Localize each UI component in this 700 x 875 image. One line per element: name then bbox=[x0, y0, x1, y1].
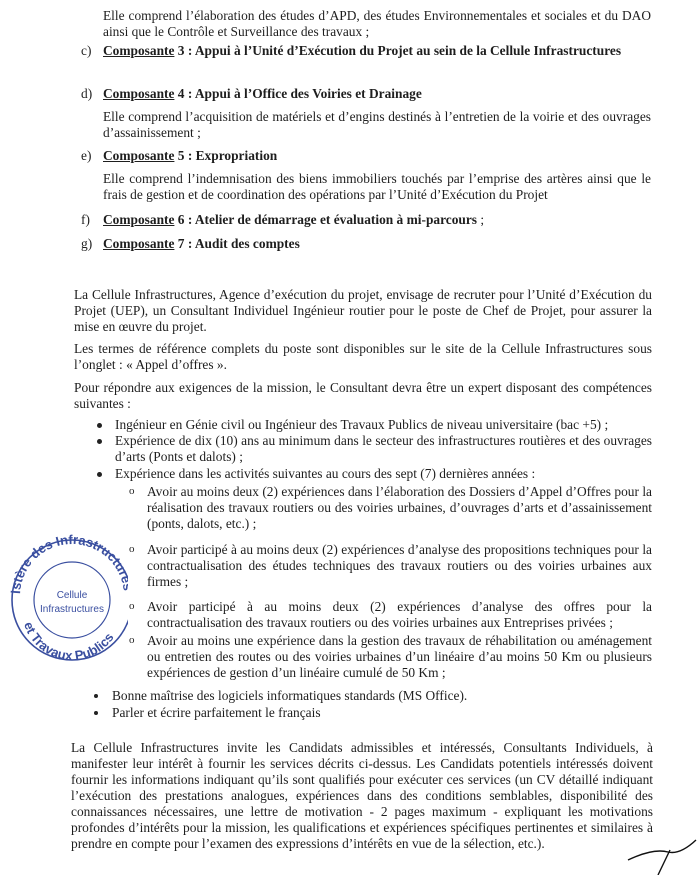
closing-paragraph: La Cellule Infrastructures invite les Candidats admissibles et intéressés, Consultants Individuels, à manifester leur intérêt à fournir les services décrits ci-dessus. Les Candidats potentiels intéressés doivent fournir les informations indiquant qu’ils sont qualifiés pour exécuter ces services (un CV détaillé indiquant l’exécution des prestations analogues, expériences dans des conditions semblables, disponibilité des connaissances nécessaires, une lettre de motivation - 2 pages maximum - expliquant les motivations profondes d’intérêts pour la mission, les qualifications et expériences spécifiques pertinentes et similaires à prendre en compte pour l’examen des expressions d’intérêts en vue de la sélection, etc.). bbox=[71, 740, 653, 851]
component-f-title bbox=[103, 212, 651, 228]
paragraph-recruitment: La Cellule Infrastructures, Agence d’exécution du projet, envisage de recruter pour l’Unité d’Exécution du Projet (UEP), un Consultant Individuel Ingénieur routier pour le poste de Chef de Projet, pour assurer la mise en œuvre du projet. bbox=[74, 287, 652, 334]
component-label: Composante bbox=[103, 86, 175, 101]
stamp-bottom-text: et Travaux Publics bbox=[21, 619, 117, 664]
bullet-icon bbox=[94, 694, 98, 698]
circle-bullet-icon: o bbox=[129, 600, 135, 612]
component-number: 5 : bbox=[174, 148, 196, 163]
svg-text:et Travaux Publics bbox=[21, 620, 117, 663]
intro-paragraph: Elle comprend l’élaboration des études d’APD, des études Environnementales et sociales et du DAO ainsi que le Contrôle et Surveillance des travaux ; bbox=[103, 8, 651, 39]
component-f-letter: f) bbox=[81, 212, 90, 227]
component-d-description: Elle comprend l’acquisition de matériels et d’engins destinés à l’entretien de la voirie et des ouvrages d’assainissement ; bbox=[103, 109, 651, 140]
bullet-icon bbox=[97, 472, 102, 477]
stamp-center-line2: Infrastructures bbox=[40, 604, 104, 615]
experience-item: Avoir au moins une expérience dans la gestion des travaux de réhabilitation ou aménagement ou entretien des routes ou des voiries urbaines d’un linéaire d’au moins 50 Km ou plusieurs expériences de gestion d’un linéaire cumulé de 50 Km ; bbox=[147, 633, 652, 680]
component-e-title bbox=[103, 148, 651, 164]
experience-item: Avoir au moins deux (2) expériences dans l’élaboration des Dossiers d’Appel d’Offres pour la réalisation des travaux routiers ou des voiries urbaines, d’ouvrages d’arts et d’assainissement (ponts, dalots, etc.) ; bbox=[147, 484, 652, 531]
component-label: Composante bbox=[103, 148, 175, 163]
official-stamp bbox=[6, 518, 128, 668]
skill-item: Parler et écrire parfaitement le français bbox=[112, 705, 321, 720]
component-c-letter: c) bbox=[81, 43, 92, 58]
requirement-item: Expérience de dix (10) ans au minimum dans le secteur des infrastructures routières et des ouvrages d’arts (Ponts et dalots) ; bbox=[115, 433, 652, 464]
paragraph-requirements: Pour répondre aux exigences de la mission, le Consultant devra être un expert disposant des compétences suivantes : bbox=[74, 380, 652, 411]
component-c-title bbox=[103, 43, 651, 59]
requirement-item: Expérience dans les activités suivantes au cours des sept (7) dernières années : bbox=[115, 466, 536, 481]
component-d-title bbox=[103, 86, 651, 102]
component-e-description: Elle comprend l’indemnisation des biens immobiliers touchés par l’emprise des artères ainsi que le frais de gestion et de coordination des opérations par l’Unité d’Exécution du Projet bbox=[103, 171, 651, 202]
component-number: 4 : bbox=[174, 86, 195, 101]
component-tail: ; bbox=[477, 212, 485, 227]
requirement-item: Ingénieur en Génie civil ou Ingénieur des Travaux Publics de niveau universitaire (bac +5) ; bbox=[115, 417, 609, 432]
component-name: Audit des comptes bbox=[194, 236, 300, 251]
component-d-letter: d) bbox=[81, 86, 93, 101]
component-name: Appui à l’Office des Voiries et Drainage bbox=[194, 86, 422, 101]
skill-item: Bonne maîtrise des logiciels informatiques standards (MS Office). bbox=[112, 688, 468, 703]
signature-mark bbox=[608, 830, 700, 875]
stamp-seal bbox=[6, 518, 128, 668]
component-g-letter: g) bbox=[81, 236, 93, 251]
component-label: Composante bbox=[103, 236, 175, 251]
component-number: 7 : bbox=[174, 236, 195, 251]
component-name: Atelier de démarrage et évaluation à mi-parcours bbox=[194, 212, 478, 227]
circle-bullet-icon: o bbox=[129, 543, 135, 555]
component-label: Composante bbox=[103, 212, 175, 227]
component-e-letter: e) bbox=[81, 148, 92, 163]
bullet-icon bbox=[97, 423, 102, 428]
bullet-icon bbox=[97, 439, 102, 444]
component-g-title bbox=[103, 236, 651, 252]
circle-bullet-icon: o bbox=[129, 485, 135, 497]
component-name: Appui à l’Unité d’Exécution du Projet au sein de la Cellule Infrastructures bbox=[194, 43, 622, 58]
stamp-center-line1: Cellule bbox=[56, 590, 88, 601]
component-label: Composante bbox=[103, 43, 175, 58]
stamp-top-text: istère des Infrastructu bbox=[8, 531, 128, 595]
bullet-icon bbox=[94, 711, 98, 715]
component-number: 3 : bbox=[174, 43, 195, 58]
experience-item: Avoir participé à au moins deux (2) expériences d’analyse des offres pour la contractualisation des travaux routiers ou des voiries urbaines aux Entreprises privées ; bbox=[147, 599, 652, 630]
component-number: 6 : bbox=[174, 212, 195, 227]
svg-text:istère des Infrastructures bbox=[8, 532, 128, 594]
experience-item: Avoir participé à au moins deux (2) expériences d’analyse des propositions techniques pour la contractualisation des études techniques des travaux routiers ou des voiries urbaines aux firmes ; bbox=[147, 542, 652, 589]
circle-bullet-icon: o bbox=[129, 634, 135, 646]
component-name: Expropriation bbox=[195, 148, 278, 163]
paragraph-terms-of-reference: Les termes de référence complets du poste sont disponibles sur le site de la Cellule Infrastructures sous l’onglet : « Appel d’offres ». bbox=[74, 341, 652, 372]
